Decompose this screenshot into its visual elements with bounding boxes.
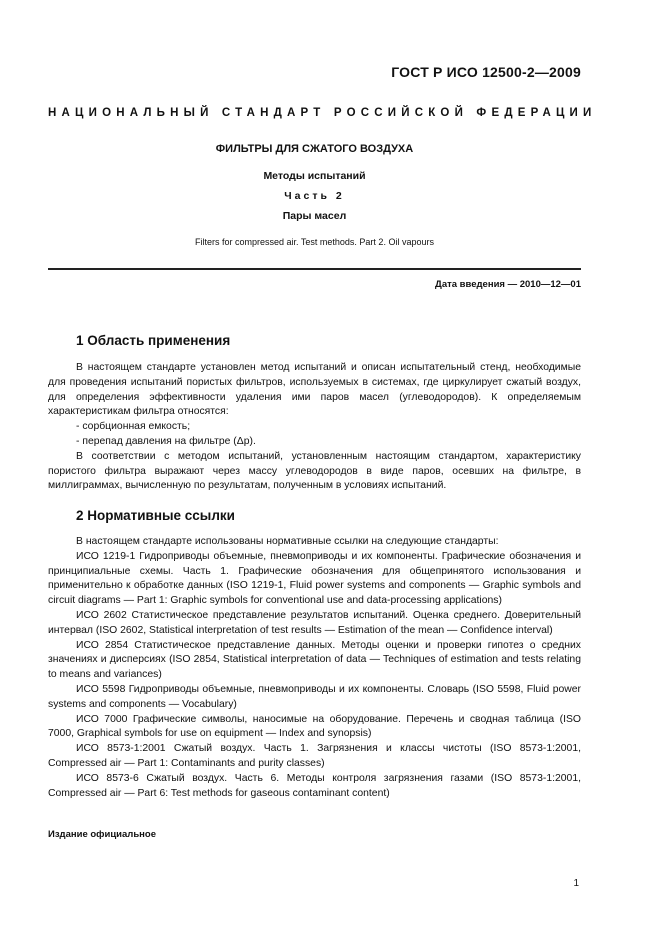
header-divider xyxy=(48,268,581,270)
document-title: ФИЛЬТРЫ ДЛЯ СЖАТОГО ВОЗДУХА xyxy=(215,143,414,155)
document-code: ГОСТ Р ИСО 12500-2—2009 xyxy=(391,64,581,80)
reference-item: ИСО 8573-6 Сжатый воздух. Часть 6. Методы контроля загрязнения газами (ISO 8573-1:2001, Compressed air — Part 6: Test methods for gaseous contaminant content) xyxy=(48,772,581,799)
reference-item: ИСО 5598 Гидроприводы объемные, пневмоприводы и их компоненты. Словарь (ISO 5598, Fluid power systems and components — Vocabulary) xyxy=(48,683,581,710)
section-scope-body xyxy=(48,361,581,494)
list-item: - перепад давления на фильтре (Δp). xyxy=(76,435,256,447)
reference-item: ИСО 2602 Статистическое представление результатов испытаний. Оценка среднего. Доверительный интервал (ISO 2602, Statistical interpretation of test results — Estimation of the mean — Confidence interval) xyxy=(48,609,581,636)
national-standard-banner: НАЦИОНАЛЬНЫЙ СТАНДАРТ РОССИЙСКОЙ ФЕДЕРАЦИИ xyxy=(48,107,597,119)
list-item: - сорбционная емкость; xyxy=(76,421,191,433)
reference-item: ИСО 8573-1:2001 Сжатый воздух. Часть 1. Загрязнения и классы чистоты (ISO 8573-1:2001, Compressed air — Part 1: Contaminants and purity classes) xyxy=(48,743,581,769)
official-edition-note: Издание официальное xyxy=(48,829,156,840)
english-title: Filters for compressed air. Test methods. Part 2. Oil vapours xyxy=(195,237,434,247)
section-references-body xyxy=(48,535,581,801)
document-part: Часть 2 xyxy=(284,190,345,202)
page-number: 1 xyxy=(573,878,579,889)
introduction-date: Дата введения — 2010—12—01 xyxy=(435,279,581,290)
document-subtitle: Методы испытаний xyxy=(263,170,366,182)
reference-item: ИСО 7000 Графические символы, наносимые на оборудование. Перечень и сводная таблица (ISO 7000, Graphical symbols for use on equipment — Index and synopsis) xyxy=(48,713,581,740)
document-part-name: Пары масел xyxy=(282,210,347,222)
section-heading-scope: 1 Область применения xyxy=(76,333,231,348)
reference-item: ИСО 1219-1 Гидроприводы объемные, пневмоприводы и их компоненты. Графические обозначения и принципиальные схемы. Часть 1. Графические обозначения для общепринятого использования и применительно к обработке данных (ISO 1219-1, Fluid power systems and components — Graphic symbols and circuit diagrams — Part 1: Graphic symbols for conventional use and data-processing applications) xyxy=(48,550,581,607)
section-heading-references: 2 Нормативные ссылки xyxy=(76,508,235,523)
reference-item: ИСО 2854 Статистическое представление данных. Методы оценки и проверки гипотез о средних значениях и дисперсиях (ISO 2854, Statistical interpretation of data — Techniques of estimation and tests relating to means and variances) xyxy=(48,639,581,681)
paragraph: В настоящем стандарте установлен метод испытаний и описан испытательный стенд, необходимые для проведения испытаний пористых фильтров, используемых в системах, где циркулирует сжатый воздух, для определения эффективности удаления ими паров масел (углеводородов). К определяемым характеристикам фильтра относятся: xyxy=(48,362,581,418)
paragraph: В настоящем стандарте использованы нормативные ссылки на следующие стандарты: xyxy=(76,536,499,547)
paragraph: В соответствии с методом испытаний, установленным настоящим стандартом, характеристику пористого фильтра выражают через массу углеводородов в виде паров, осевших на фильтре, в миллиграммах, вычисленную по результатам, полученным в условиях испытаний. xyxy=(48,450,581,492)
